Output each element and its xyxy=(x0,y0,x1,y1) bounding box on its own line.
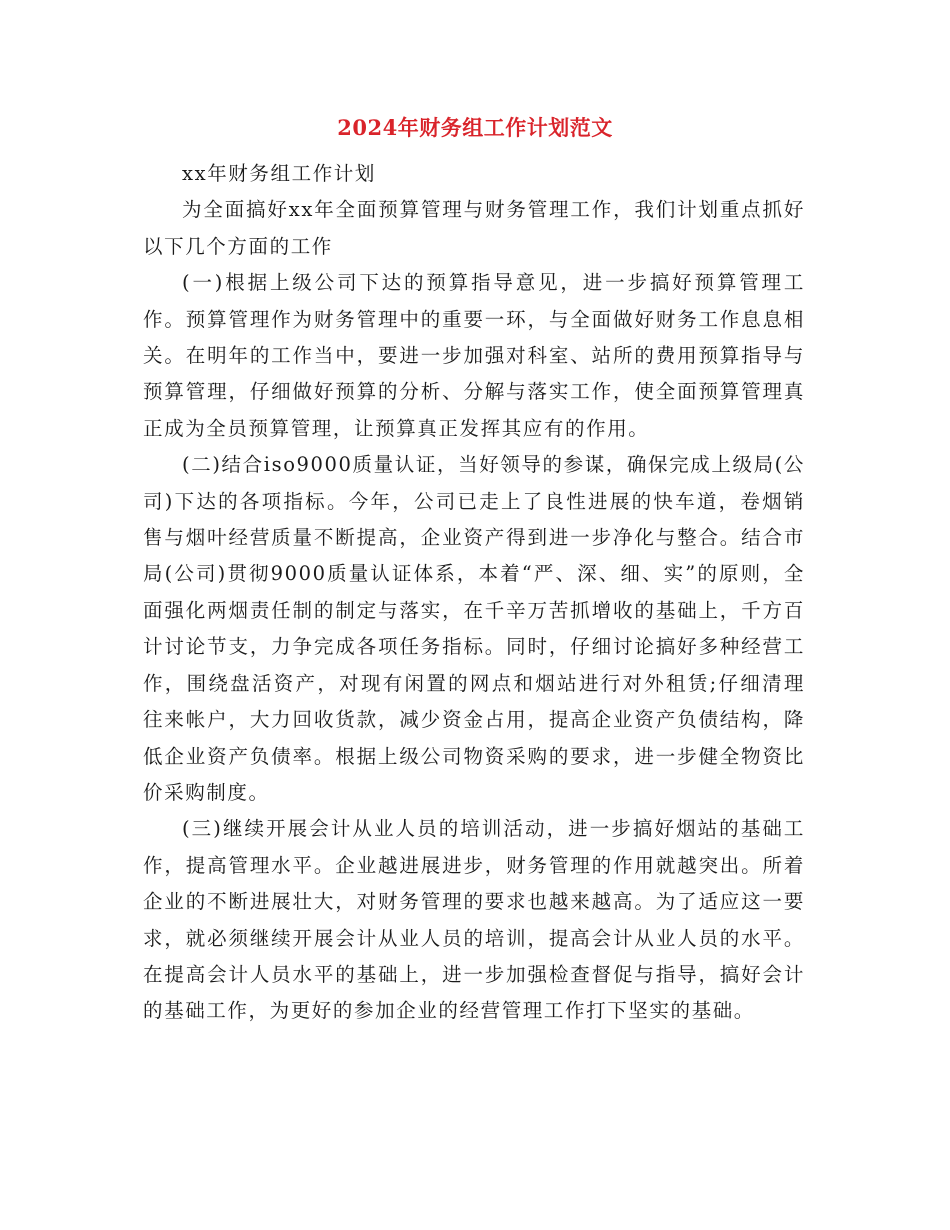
intro-paragraph: 为全面搞好xx年全面预算管理与财务管理工作，我们计划重点抓好以下几个方面的工作 xyxy=(143,198,805,258)
document-title: 2024年财务组工作计划范文 xyxy=(337,115,613,140)
section-one-paragraph: (一)根据上级公司下达的预算指导意见，进一步搞好预算管理工作。预算管理作为财务管理中的重要一环，与全面做好财务工作息息相关。在明年的工作当中，要进一步加强对科室、站所的费用预算指导与预算管理，仔细做好预算的分析、分解与落实工作，使全面预算管理真正成为全员预算管理，让预算真正发挥其应有的作用。 xyxy=(143,271,805,440)
section-two-paragraph: (二)结合iso9000质量认证，当好领导的参谋，确保完成上级局(公司)下达的各项指标。今年，公司已走上了良性进展的快车道，卷烟销售与烟叶经营质量不断提高，企业资产得到进一步净化与整合。结合市局(公司)贯彻9000质量认证体系，本着“严、深、细、实”的原则，全面强化两烟责任制的制定与落实，在千辛万苦抓增收的基础上，千方百计讨论节支，力争完成各项任务指标。同时，仔细讨论搞好多种经营工作，围绕盘活资产，对现有闲置的网点和烟站进行对外租赁;仔细清理往来帐户，大力回收货款，减少资金占用，提高企业资产负债结构，降低企业资产负债率。根据上级公司物资采购的要求，进一步健全物资比价采购制度。 xyxy=(143,453,805,804)
section-three-paragraph: (三)继续开展会计从业人员的培训活动，进一步搞好烟站的基础工作，提高管理水平。企业越进展进步，财务管理的作用就越突出。所着企业的不断进展壮大，对财务管理的要求也越来越高。为了适应这一要求，就必须继续开展会计从业人员的培训，提高会计从业人员的水平。在提高会计人员水平的基础上，进一步加强检查督促与指导，搞好会计的基础工作，为更好的参加企业的经营管理工作打下坚实的基础。 xyxy=(143,817,805,1023)
subtitle-paragraph: xx年财务组工作计划 xyxy=(182,162,376,185)
document-body xyxy=(143,156,805,1030)
